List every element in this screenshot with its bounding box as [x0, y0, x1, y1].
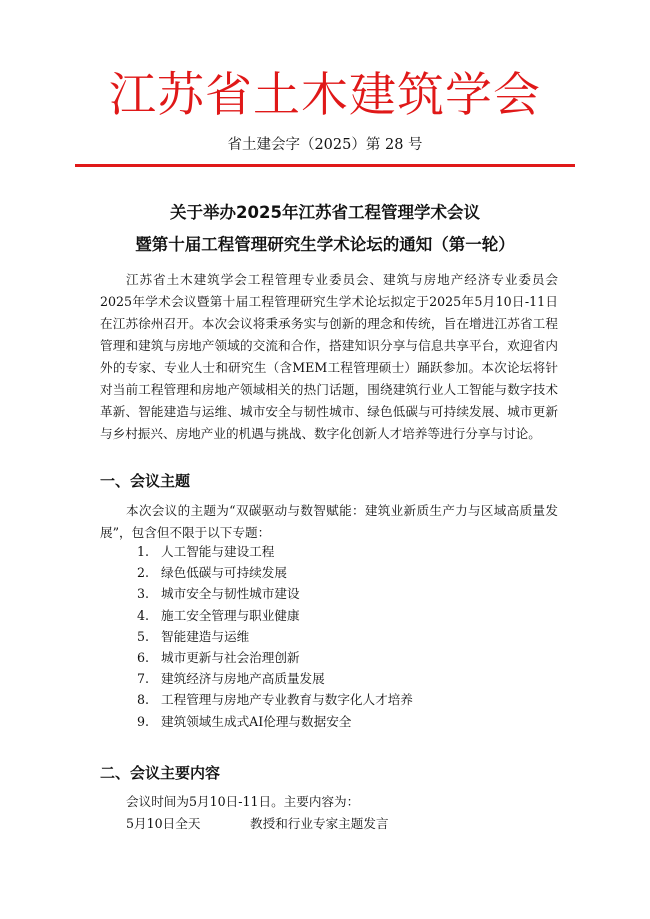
topic-text: 工程管理与房地产专业教育与数字化人才培养	[161, 692, 413, 708]
schedule-date: 5月10日全天	[126, 816, 201, 831]
topic-item	[137, 605, 413, 626]
topic-number: 6.	[137, 650, 150, 666]
topic-text: 施工安全管理与职业健康	[161, 607, 300, 623]
topic-list	[137, 541, 413, 732]
topic-item	[137, 668, 413, 689]
topic-text: 建筑领域生成式AI伦理与数据安全	[161, 713, 352, 729]
red-divider-line	[75, 164, 575, 167]
section-1-heading: 一、会议主题	[100, 472, 191, 490]
topic-number: 4.	[137, 607, 150, 623]
topic-number: 9.	[137, 713, 150, 729]
topic-number: 2.	[137, 565, 150, 581]
topic-text: 城市更新与社会治理创新	[161, 650, 300, 666]
topic-item	[137, 647, 413, 668]
topic-item	[137, 626, 413, 647]
document-number: 省土建会字（2025）第 28 号	[227, 137, 423, 153]
topic-number: 3.	[137, 586, 150, 602]
schedule-item: 教授和行业专家主题发言	[250, 816, 389, 831]
topic-item	[137, 689, 413, 710]
topic-text: 城市安全与韧性城市建设	[161, 586, 300, 602]
section-2-heading: 二、会议主要内容	[100, 764, 221, 782]
organization-name: 江苏省土木建筑学会	[109, 68, 541, 123]
topic-text: 建筑经济与房地产高质量发展	[161, 671, 325, 687]
topic-text: 智能建造与运维	[161, 628, 250, 644]
schedule-row	[126, 813, 389, 835]
title-line-1: 关于举办2025年江苏省工程管理学术会议	[170, 203, 480, 222]
section-1-intro: 本次会议的主题为“双碳驱动与数智赋能：建筑业新质生产力与区域高质量发展”，包含但不限于以下专题：	[100, 503, 558, 540]
meeting-time-line: 会议时间为5月10日-11日。主要内容为：	[126, 794, 360, 809]
topic-number: 8.	[137, 692, 150, 708]
topic-number: 5.	[137, 628, 150, 644]
topic-item	[137, 562, 413, 583]
topic-number: 1.	[137, 544, 150, 559]
topic-item	[137, 711, 413, 732]
topic-item	[137, 541, 413, 562]
topic-number: 7.	[137, 671, 150, 687]
title-line-2: 暨第十届工程管理研究生学术论坛的通知（第一轮）	[135, 235, 515, 254]
topic-item	[137, 583, 413, 604]
topic-text: 绿色低碳与可持续发展	[161, 565, 287, 581]
intro-paragraph: 江苏省土木建筑学会工程管理专业委员会、建筑与房地产经济专业委员会2025年学术会议暨第十届工程管理研究生学术论坛拟定于2025年5月10日-11日在江苏徐州召开。本次会议将秉承务实与创新的理念和传统，旨在增进江苏省工程管理和建筑与房地产领域的交流和合作，搭建知识分享与信息共享平台，欢迎省内外的专家、专业人士和研究生（含MEM工程管理硕士）踊跃参加。本次论坛将针对当前工程管理和房地产领域相关的热门话题，围绕建筑行业人工智能与数字技术革新、智能建造与运维、城市安全与韧性城市、绿色低碳与可持续发展、城市更新与乡村振兴、房地产业的机遇与挑战、数字化创新人才培养等进行分享与讨论。	[100, 272, 558, 441]
topic-text: 人工智能与建设工程	[161, 544, 275, 559]
